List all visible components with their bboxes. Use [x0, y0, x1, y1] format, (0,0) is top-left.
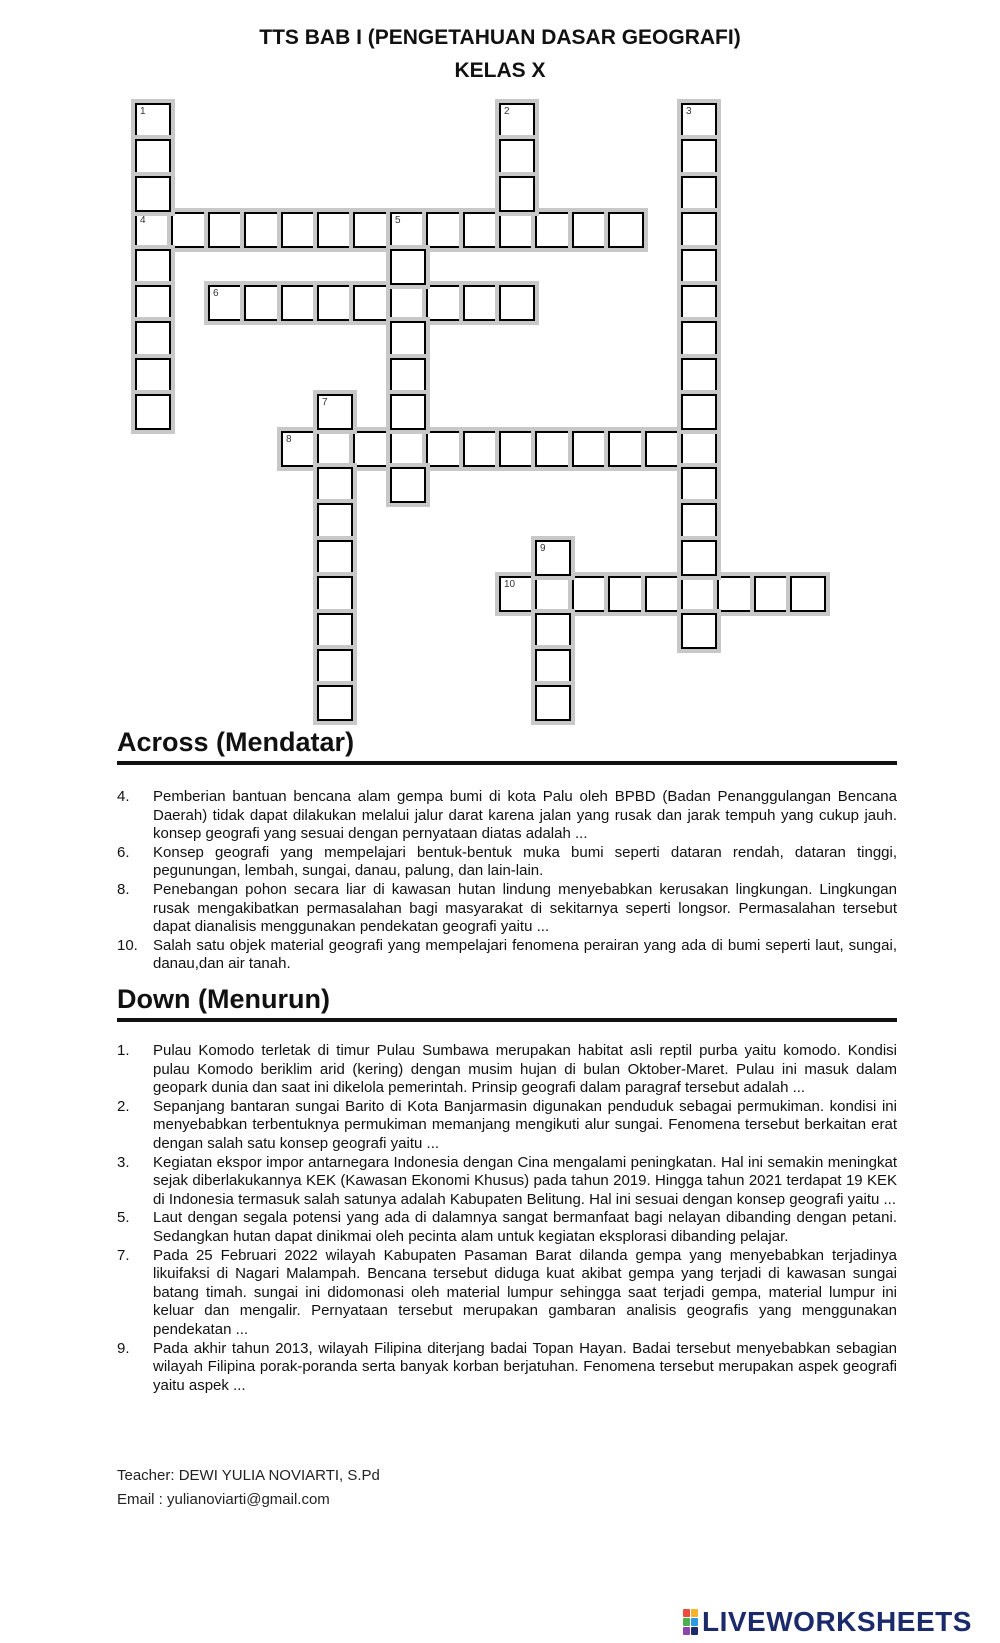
- crossword-cell[interactable]: [499, 285, 535, 321]
- clue-text: Laut dengan segala potensi yang ada di dalamnya sangat bermanfaat bagi nelayan dibanding dengan petani. Sedangkan hutan dapat dinikmai oleh pecinta alam untuk kegiatan eksplorasi dibanding pelajar.: [153, 1209, 897, 1245]
- down-heading: Down (Menurun): [117, 984, 897, 1022]
- crossword-cell[interactable]: [317, 431, 353, 467]
- crossword-cell-input[interactable]: [246, 287, 278, 319]
- crossword-cell-input[interactable]: [501, 178, 533, 210]
- liveworksheets-logo-mark: [683, 1609, 698, 1635]
- teacher-name: Teacher: DEWI YULIA NOVIARTI, S.Pd: [117, 1467, 380, 1484]
- crossword-cell-input[interactable]: [210, 287, 242, 319]
- crossword-cell[interactable]: [535, 576, 571, 612]
- clue-number: 6.: [117, 843, 130, 861]
- crossword-cell[interactable]: [535, 431, 571, 467]
- crossword-cell-input[interactable]: [355, 214, 387, 246]
- crossword-cell[interactable]: [681, 576, 717, 612]
- crossword-cell[interactable]: [353, 212, 389, 248]
- crossword-cell[interactable]: [499, 431, 535, 467]
- down-clue: [117, 1098, 897, 1154]
- crossword-cell[interactable]: [426, 431, 462, 467]
- crossword-cell[interactable]: [535, 540, 571, 576]
- crossword-cell[interactable]: [317, 576, 353, 612]
- crossword-cell-input[interactable]: [319, 505, 351, 537]
- crossword-cell-input[interactable]: [683, 251, 715, 283]
- crossword-cell[interactable]: [681, 540, 717, 576]
- crossword-cell[interactable]: [681, 394, 717, 430]
- crossword-cell[interactable]: [681, 431, 717, 467]
- crossword-cell-input[interactable]: [683, 287, 715, 319]
- crossword-cell[interactable]: [135, 139, 171, 175]
- crossword-clue-number: 2: [504, 106, 510, 117]
- crossword-cell[interactable]: [390, 394, 426, 430]
- crossword-cell-input[interactable]: [137, 396, 169, 428]
- crossword-cell-input[interactable]: [392, 323, 424, 355]
- crossword-cell[interactable]: [244, 212, 280, 248]
- crossword-cell[interactable]: [681, 503, 717, 539]
- crossword-cell-input[interactable]: [355, 433, 387, 465]
- clue-number: 8.: [117, 880, 130, 898]
- down-clue: [117, 1154, 897, 1210]
- crossword-grid: [0, 0, 1000, 780]
- crossword-cell[interactable]: [135, 285, 171, 321]
- crossword-cell-input[interactable]: [537, 687, 569, 719]
- crossword-cell[interactable]: [645, 576, 681, 612]
- crossword-cell-input[interactable]: [137, 287, 169, 319]
- crossword-cell-input[interactable]: [683, 105, 715, 137]
- crossword-cell[interactable]: [135, 394, 171, 430]
- crossword-cell-input[interactable]: [246, 214, 278, 246]
- crossword-cell[interactable]: [608, 212, 644, 248]
- crossword-cell[interactable]: [681, 613, 717, 649]
- crossword-cell-input[interactable]: [319, 469, 351, 501]
- logo-square: [691, 1618, 698, 1626]
- crossword-cell[interactable]: [681, 321, 717, 357]
- crossword-cell-input[interactable]: [319, 651, 351, 683]
- clue-text: Pada akhir tahun 2013, wilayah Filipina diterjang badai Topan Hayan. Badai tersebut menyebabkan sebagian wilayah Filipina porak-poranda serta banyak korban berjatuhan. Fenomena tersebut merupakan aspek geografi yaitu aspek ...: [153, 1339, 897, 1394]
- crossword-cell[interactable]: [499, 176, 535, 212]
- crossword-cell-input[interactable]: [574, 433, 606, 465]
- crossword-cell[interactable]: [135, 249, 171, 285]
- crossword-cell[interactable]: [535, 613, 571, 649]
- crossword-cell-input[interactable]: [137, 251, 169, 283]
- clue-number: 3.: [117, 1153, 130, 1171]
- crossword-cell[interactable]: [317, 540, 353, 576]
- crossword-cell[interactable]: [463, 431, 499, 467]
- crossword-cell[interactable]: [499, 212, 535, 248]
- crossword-cell-input[interactable]: [210, 214, 242, 246]
- clue-text: Penebangan pohon secara liar di kawasan hutan lindung menyebabkan kerusakan lingkungan. Lingkungan rusak mengakibatkan permasalahan bagi masyarakat di sekitarnya seperti longsor. Permasalahan tersebut dapat dianalisis menggunakan pendekatan geografi yaitu ...: [153, 880, 897, 936]
- crossword-clue-number: 10: [504, 579, 516, 590]
- crossword-cell-input[interactable]: [465, 433, 497, 465]
- crossword-cell-input[interactable]: [537, 578, 569, 610]
- crossword-cell[interactable]: [572, 212, 608, 248]
- crossword-cell-input[interactable]: [792, 578, 824, 610]
- crossword-cell[interactable]: [353, 431, 389, 467]
- crossword-cell-input[interactable]: [719, 578, 751, 610]
- crossword-cell-input[interactable]: [319, 578, 351, 610]
- crossword-clue-number: 6: [213, 288, 219, 299]
- crossword-clue-number: 7: [322, 397, 328, 408]
- crossword-cell-input[interactable]: [392, 251, 424, 283]
- crossword-cell[interactable]: [681, 176, 717, 212]
- crossword-cell-input[interactable]: [392, 214, 424, 246]
- clue-number: 2.: [117, 1097, 130, 1115]
- crossword-cell-input[interactable]: [319, 542, 351, 574]
- crossword-cell[interactable]: [463, 212, 499, 248]
- crossword-cell[interactable]: [426, 212, 462, 248]
- liveworksheets-logo: [683, 1607, 972, 1637]
- crossword-cell-input[interactable]: [610, 433, 642, 465]
- crossword-cell[interactable]: [317, 503, 353, 539]
- page-subtitle: KELAS X: [454, 59, 546, 82]
- crossword-cell-input[interactable]: [683, 141, 715, 173]
- crossword-cell-input[interactable]: [501, 433, 533, 465]
- clue-text: Kegiatan ekspor impor antarnegara Indonesia dengan Cina mengalami peningkatan. Hal ini semakin meningkat sejak diberlakukannya KEK (Kawasan Ekonomi Khusus) pada tahun 2019. Hingga tahun 2021 terdapat 19 KEK di Indonesia termasuk salah satunya adalah Kabupaten Belitung. Hal ini sesuai dengan konsep geografi yaitu ...: [153, 1153, 897, 1208]
- clue-number: 1.: [117, 1042, 130, 1059]
- crossword-cell-input[interactable]: [319, 287, 351, 319]
- across-clue: [117, 937, 897, 974]
- crossword-cell[interactable]: [281, 285, 317, 321]
- crossword-cell[interactable]: [681, 467, 717, 503]
- crossword-cell[interactable]: [317, 212, 353, 248]
- logo-square: [691, 1609, 698, 1617]
- crossword-cell-input[interactable]: [683, 542, 715, 574]
- crossword-cell-input[interactable]: [683, 178, 715, 210]
- crossword-cell[interactable]: [317, 394, 353, 430]
- crossword-cell-input[interactable]: [319, 687, 351, 719]
- down-clue-list: [117, 1042, 897, 1395]
- down-clue: [117, 1042, 897, 1098]
- crossword-cell-input[interactable]: [537, 433, 569, 465]
- crossword-cell-input[interactable]: [501, 105, 533, 137]
- crossword-cell-input[interactable]: [283, 287, 315, 319]
- crossword-cell[interactable]: [208, 285, 244, 321]
- crossword-cell[interactable]: [717, 576, 753, 612]
- crossword-cell[interactable]: [281, 212, 317, 248]
- crossword-cell-input[interactable]: [428, 433, 460, 465]
- crossword-cell-input[interactable]: [137, 214, 169, 246]
- crossword-cell[interactable]: [535, 649, 571, 685]
- crossword-cell[interactable]: [572, 431, 608, 467]
- crossword-cell-input[interactable]: [683, 469, 715, 501]
- crossword-cell-input[interactable]: [574, 578, 606, 610]
- across-clue: [117, 881, 897, 937]
- liveworksheets-logo-text: LIVEWORKSHEETS: [702, 1606, 972, 1637]
- crossword-cell-input[interactable]: [392, 396, 424, 428]
- across-heading: Across (Mendatar): [117, 727, 897, 765]
- crossword-cell-input[interactable]: [501, 214, 533, 246]
- crossword-cell-input[interactable]: [392, 360, 424, 392]
- crossword-cell-input[interactable]: [465, 214, 497, 246]
- crossword-clue-number: 8: [286, 434, 292, 445]
- clue-text: Pulau Komodo terletak di timur Pulau Sumbawa merupakan habitat asli reptil purba yaitu komodo. Kondisi pulau Komodo beriklim arid (kering) dengan musim hujan di bulan Oktober-Maret. Pulau ini masuk dalam geopark dunia dan saat ini dikelola pemerintah. Prinsip geografi dalam paragraf tersebut adalah ...: [153, 1042, 897, 1097]
- crossword-cell[interactable]: [754, 576, 790, 612]
- crossword-cell-input[interactable]: [574, 214, 606, 246]
- crossword-cell[interactable]: [681, 285, 717, 321]
- clue-text: Konsep geografi yang mempelajari bentuk-bentuk muka bumi seperti dataran rendah, dataran tinggi, pegunungan, lembah, sungai, danau, palung, dan lain-lain.: [153, 843, 897, 880]
- crossword-cell[interactable]: [135, 321, 171, 357]
- crossword-cell[interactable]: [135, 176, 171, 212]
- crossword-cell-input[interactable]: [683, 396, 715, 428]
- crossword-cell[interactable]: [535, 212, 571, 248]
- crossword-cell-input[interactable]: [683, 433, 715, 465]
- crossword-clue-number: 4: [140, 215, 146, 226]
- crossword-cell[interactable]: [645, 431, 681, 467]
- crossword-cell[interactable]: [390, 249, 426, 285]
- crossword-cell[interactable]: [390, 212, 426, 248]
- clue-number: 4.: [117, 788, 130, 805]
- crossword-cell-input[interactable]: [683, 505, 715, 537]
- crossword-cell-input[interactable]: [137, 323, 169, 355]
- crossword-cell[interactable]: [499, 576, 535, 612]
- crossword-cell[interactable]: [608, 431, 644, 467]
- crossword-cell[interactable]: [390, 321, 426, 357]
- crossword-cell[interactable]: [681, 212, 717, 248]
- crossword-cell[interactable]: [572, 576, 608, 612]
- crossword-cell-input[interactable]: [683, 615, 715, 647]
- crossword-cell-input[interactable]: [537, 542, 569, 574]
- crossword-cell-input[interactable]: [537, 651, 569, 683]
- crossword-cell[interactable]: [317, 285, 353, 321]
- crossword-cell-input[interactable]: [319, 396, 351, 428]
- clue-number: 5.: [117, 1209, 130, 1227]
- crossword-cell[interactable]: [317, 613, 353, 649]
- crossword-cell-input[interactable]: [647, 433, 679, 465]
- logo-square: [683, 1618, 690, 1626]
- crossword-cell[interactable]: [535, 685, 571, 721]
- crossword-cell[interactable]: [135, 358, 171, 394]
- crossword-cell[interactable]: [135, 212, 171, 248]
- crossword-clue-number: 9: [540, 543, 546, 554]
- crossword-clue-number: 1: [140, 106, 146, 117]
- crossword-cell-input[interactable]: [465, 287, 497, 319]
- clue-number: 9.: [117, 1339, 130, 1357]
- crossword-cell-input[interactable]: [610, 578, 642, 610]
- crossword-cell[interactable]: [681, 103, 717, 139]
- crossword-cell-input[interactable]: [392, 433, 424, 465]
- crossword-cell-input[interactable]: [647, 578, 679, 610]
- page-title: TTS BAB I (PENGETAHUAN DASAR GEOGRAFI): [259, 26, 741, 49]
- crossword-cell[interactable]: [353, 285, 389, 321]
- crossword-cell[interactable]: [608, 576, 644, 612]
- crossword-clue-number: 5: [395, 215, 401, 226]
- crossword-cell[interactable]: [135, 103, 171, 139]
- crossword-cell-input[interactable]: [683, 214, 715, 246]
- across-clue-list: [117, 788, 897, 974]
- down-clue: [117, 1247, 897, 1340]
- across-clue: [117, 844, 897, 881]
- crossword-clue-number: 3: [686, 106, 692, 117]
- crossword-cell-input[interactable]: [428, 287, 460, 319]
- crossword-cell-input[interactable]: [537, 615, 569, 647]
- logo-square: [683, 1627, 690, 1635]
- down-clue: [117, 1209, 897, 1246]
- crossword-cell-input[interactable]: [756, 578, 788, 610]
- logo-square: [691, 1627, 698, 1635]
- crossword-cell[interactable]: [426, 285, 462, 321]
- crossword-cell-input[interactable]: [283, 433, 315, 465]
- logo-square: [683, 1609, 690, 1617]
- crossword-cell-input[interactable]: [610, 214, 642, 246]
- crossword-cell[interactable]: [317, 685, 353, 721]
- across-clue: [117, 788, 897, 844]
- crossword-cell[interactable]: [681, 139, 717, 175]
- down-clue: [117, 1340, 897, 1396]
- clue-text: Pemberian bantuan bencana alam gempa bumi di kota Palu oleh BPBD (Badan Penanggulangan Bencana Daerah) tidak dapat dilakukan melalui jalur darat karena jalan yang rusak dan jarak tempuh yang cukup jauh. konsep geografi yang sesuai dengan pernyataan diatas adalah ...: [153, 788, 897, 843]
- crossword-cell-input[interactable]: [683, 578, 715, 610]
- crossword-cell-input[interactable]: [137, 178, 169, 210]
- teacher-email: Email : yulianoviarti@gmail.com: [117, 1491, 330, 1508]
- crossword-cell[interactable]: [390, 358, 426, 394]
- crossword-cell[interactable]: [390, 285, 426, 321]
- crossword-cell[interactable]: [208, 212, 244, 248]
- crossword-cell-input[interactable]: [428, 214, 460, 246]
- crossword-cell[interactable]: [317, 467, 353, 503]
- crossword-cell-input[interactable]: [173, 214, 205, 246]
- crossword-cell[interactable]: [499, 103, 535, 139]
- crossword-cell[interactable]: [790, 576, 826, 612]
- crossword-cell-input[interactable]: [392, 469, 424, 501]
- crossword-cell[interactable]: [317, 649, 353, 685]
- crossword-cell[interactable]: [499, 139, 535, 175]
- crossword-cell-input[interactable]: [683, 323, 715, 355]
- crossword-cell-input[interactable]: [319, 615, 351, 647]
- crossword-cell[interactable]: [463, 285, 499, 321]
- crossword-cell[interactable]: [390, 467, 426, 503]
- crossword-cell-input[interactable]: [319, 433, 351, 465]
- crossword-cell-input[interactable]: [501, 141, 533, 173]
- crossword-cell[interactable]: [244, 285, 280, 321]
- clue-number: 10.: [117, 936, 138, 954]
- crossword-cell[interactable]: [171, 212, 207, 248]
- crossword-cell-input[interactable]: [355, 287, 387, 319]
- crossword-cell-input[interactable]: [137, 105, 169, 137]
- crossword-cell-input[interactable]: [683, 360, 715, 392]
- clue-text: Salah satu objek material geografi yang mempelajari fenomena perairan yang ada di bumi seperti laut, sungai, danau,dan air tanah.: [153, 936, 897, 973]
- crossword-cell[interactable]: [281, 431, 317, 467]
- crossword-cell-input[interactable]: [319, 214, 351, 246]
- crossword-cell-input[interactable]: [137, 360, 169, 392]
- crossword-cell-input[interactable]: [137, 141, 169, 173]
- clue-text: Pada 25 Februari 2022 wilayah Kabupaten Pasaman Barat dilanda gempa yang menyebabkan terjadinya likuifaksi di Nagari Malampah. Bencana tersebut diduga kuat akibat gempa yang terjadi di kawasan sungai batang timah. sungai ini didomonasi oleh material lumpur sehingga saat terjadi gempa, material lumpur ini keluar dan mengalir. Pernyataan tersebut merupakan gambaran analisis geografis yang menggunakan pendekatan ...: [153, 1246, 897, 1338]
- crossword-cell-input[interactable]: [283, 214, 315, 246]
- crossword-cell[interactable]: [390, 431, 426, 467]
- crossword-cell-input[interactable]: [501, 287, 533, 319]
- crossword-cell[interactable]: [681, 249, 717, 285]
- clue-number: 7.: [117, 1246, 130, 1264]
- crossword-cell-input[interactable]: [501, 578, 533, 610]
- clue-text: Sepanjang bantaran sungai Barito di Kota Banjarmasin digunakan penduduk sebagai permukiman. kondisi ini menyebabkan terbentuknya permukiman memanjang mengikuti alur sungai. Fenomena tersebut berkaitan erat dengan salah satu konsep geografi yaitu ...: [153, 1097, 897, 1152]
- crossword-cell-input[interactable]: [537, 214, 569, 246]
- crossword-cell[interactable]: [681, 358, 717, 394]
- crossword-cell-input[interactable]: [392, 287, 424, 319]
